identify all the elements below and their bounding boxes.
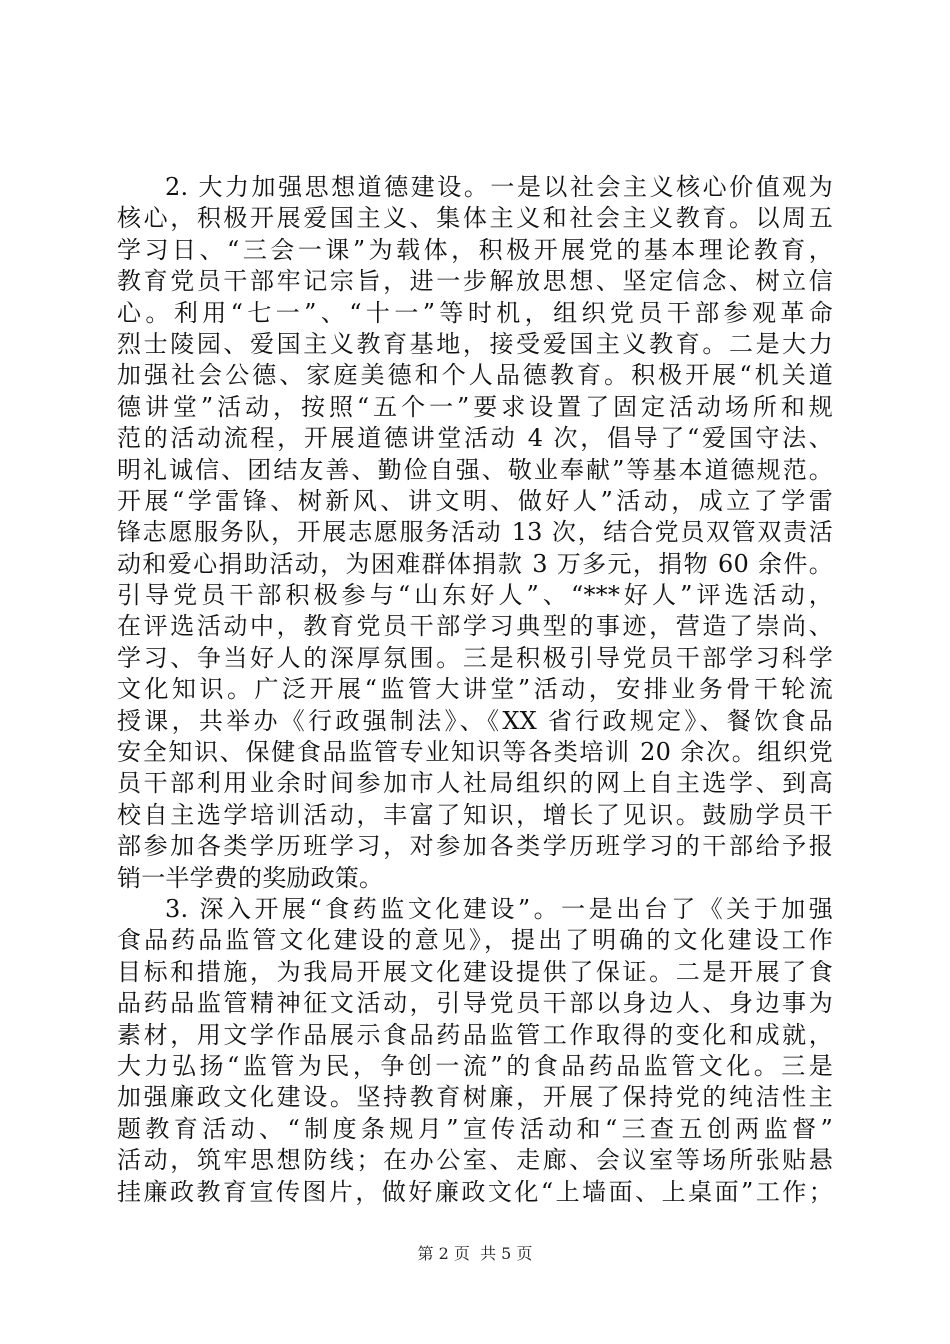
paragraph-2-line-16: 学习、争当好人的深厚氛围。三是积极引导党员干部学习科学 xyxy=(117,643,833,672)
paragraph-3-line-5: 素材，用文学作品展示食品药品监管工作取得的变化和成就， xyxy=(117,1020,833,1049)
paragraph-2-line-15: 在评选活动中，教育党员干部学习典型的事迹，营造了崇尚、 xyxy=(117,612,833,641)
paragraph-2-line-10: 明礼诚信、团结友善、勤俭自强、敬业奉献”等基本道德规范。 xyxy=(117,455,833,484)
paragraph-2-line-21: 校自主选学培训活动，丰富了知识，增长了见识。鼓励学员干 xyxy=(117,800,833,829)
paragraph-2-line-3: 学习日、“三会一课”为载体，积极开展党的基本理论教育， xyxy=(117,235,833,264)
paragraph-2-line-18: 授课，共举办《行政强制法》、《XX 省行政规定》、餐饮食品 xyxy=(117,706,833,735)
page-number-footer: 第 2 页 共 5 页 xyxy=(417,1244,533,1263)
paragraph-2-line-22: 部参加各类学历班学习，对参加各类学历班学习的干部给予报 xyxy=(117,832,833,861)
paragraph-2-line-9: 范的活动流程，开展道德讲堂活动 4 次，倡导了“爱国守法、 xyxy=(117,424,833,453)
paragraph-3-line-10: 挂廉政教育宣传图片，做好廉政文化“上墙面、上桌面”工作； xyxy=(117,1177,833,1206)
paragraph-3-line-2: 食品药品监管文化建设的意见》，提出了明确的文化建设工作 xyxy=(117,926,833,955)
paragraph-2-line-4: 教育党员干部牢记宗旨，进一步解放思想、坚定信念、树立信 xyxy=(117,267,833,296)
paragraph-2-line-7: 加强社会公德、家庭美德和个人品德教育。积极开展“机关道 xyxy=(117,361,833,390)
paragraph-2-line-8: 德讲堂”活动，按照“五个一”要求设置了固定活动场所和规 xyxy=(117,392,833,421)
paragraph-2-line-20: 员干部利用业余时间参加市人社局组织的网上自主选学、到高 xyxy=(117,769,833,798)
paragraph-3-line-7: 加强廉政文化建设。坚持教育树廉，开展了保持党的纯洁性主 xyxy=(117,1083,833,1112)
paragraph-2-line-17: 文化知识。广泛开展“监管大讲堂”活动，安排业务骨干轮流 xyxy=(117,675,833,704)
paragraph-3-line-4: 品药品监管精神征文活动，引导党员干部以身边人、身边事为 xyxy=(117,989,833,1018)
paragraph-3-line-3: 目标和措施，为我局开展文化建设提供了保证。二是开展了食 xyxy=(117,957,833,986)
paragraph-2-line-1: 2. 大力加强思想道德建设。一是以社会主义核心价值观为 xyxy=(165,173,833,201)
paragraph-2-line-23: 销一半学费的奖励政策。 xyxy=(117,863,384,892)
paragraph-2-line-13: 动和爱心捐助活动，为困难群体捐款 3 万多元，捐物 60 余件。 xyxy=(117,549,833,578)
document-body xyxy=(117,172,833,1208)
paragraph-2-line-2: 核心，积极开展爱国主义、集体主义和社会主义教育。以周五 xyxy=(117,204,833,233)
paragraph-3-line-9: 活动，筑牢思想防线；在办公室、走廊、会议室等场所张贴悬 xyxy=(117,1146,833,1175)
paragraph-2-line-14: 引导党员干部积极参与“山东好人”、“***好人”评选活动， xyxy=(117,581,833,610)
paragraph-2-line-12: 锋志愿服务队，开展志愿服务活动 13 次，结合党员双管双责活 xyxy=(117,518,833,547)
paragraph-2-line-19: 安全知识、保健食品监管专业知识等各类培训 20 余次。组织党 xyxy=(117,738,833,767)
paragraph-3-line-8: 题教育活动、“制度条规月”宣传活动和“三查五创两监督” xyxy=(117,1114,833,1143)
paragraph-2-line-5: 心。利用“七一”、“十一”等时机，组织党员干部参观革命 xyxy=(117,298,833,327)
paragraph-2-line-6: 烈士陵园、爱国主义教育基地，接受爱国主义教育。二是大力 xyxy=(117,329,833,358)
paragraph-2-line-11: 开展“学雷锋、树新风、讲文明、做好人”活动，成立了学雷 xyxy=(117,486,833,515)
paragraph-3-line-6: 大力弘扬“监管为民，争创一流”的食品药品监管文化。三是 xyxy=(117,1051,833,1080)
paragraph-3-line-1: 3. 深入开展“食药监文化建设”。一是出台了《关于加强 xyxy=(165,894,833,923)
